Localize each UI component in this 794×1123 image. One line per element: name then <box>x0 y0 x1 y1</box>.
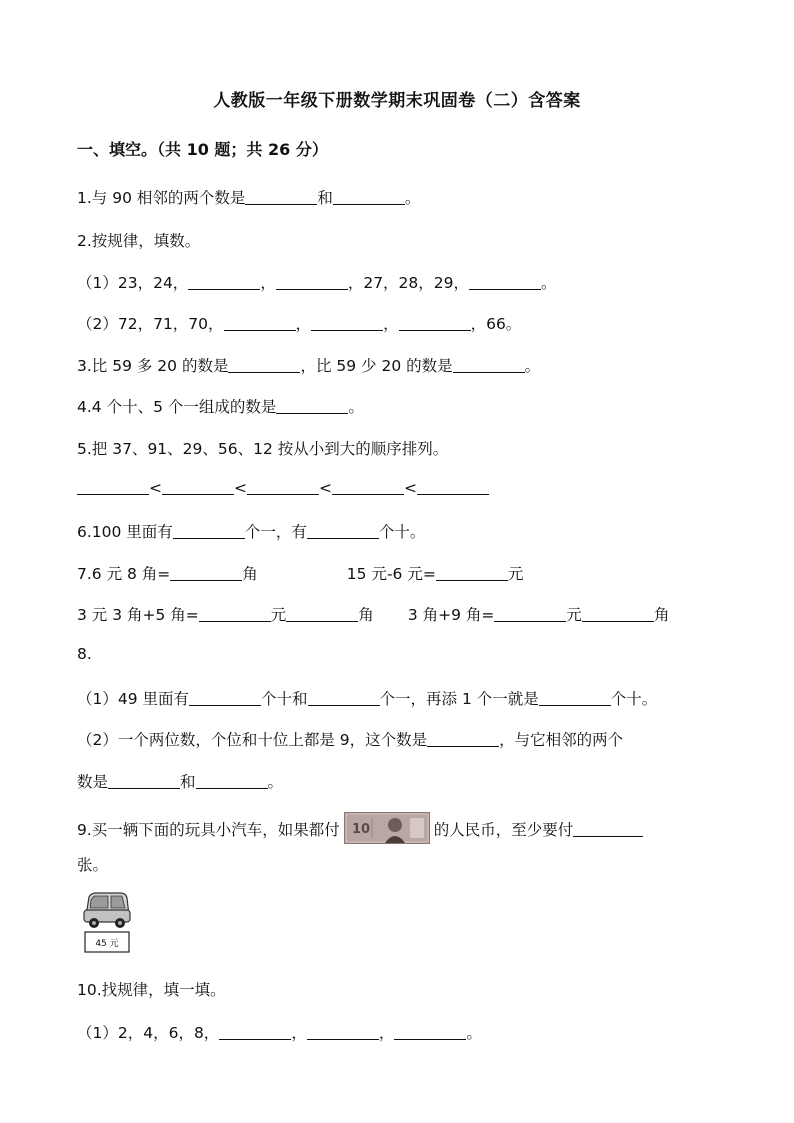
question-4: 4.4 个十、5 个一组成的数是 。 <box>77 398 364 416</box>
question-2-part-1: （1）23，24， ， ，27，28，29， 。 <box>77 274 557 292</box>
answer-blank[interactable] <box>573 822 643 837</box>
answer-blank[interactable] <box>170 566 242 581</box>
answer-blank[interactable] <box>108 774 180 789</box>
answer-blank[interactable] <box>189 691 261 706</box>
answer-blank[interactable] <box>427 732 499 747</box>
answer-blank[interactable] <box>311 316 383 331</box>
answer-blank[interactable] <box>188 275 260 290</box>
answer-blank[interactable] <box>582 607 654 622</box>
question-8-part-2: （2）一个两位数，个位和十位上都是 9，这个数是 ，与它相邻的两个 <box>77 731 624 749</box>
price-tag: 45 元 <box>95 939 119 949</box>
answer-blank[interactable] <box>276 399 348 414</box>
question-8-part-3: 数是 和 。 <box>77 773 284 791</box>
answer-blank[interactable] <box>173 524 245 539</box>
question-9-continued: 张。 <box>77 856 109 874</box>
question-5-order-row: < < < < <box>77 479 489 497</box>
answer-blank[interactable] <box>307 1025 379 1040</box>
answer-blank[interactable] <box>307 524 379 539</box>
section-heading: 一、填空。（共 10 题；共 26 分） <box>77 140 328 159</box>
answer-blank[interactable] <box>224 316 296 331</box>
answer-blank[interactable] <box>453 358 525 373</box>
answer-blank[interactable] <box>332 480 404 495</box>
answer-blank[interactable] <box>276 275 348 290</box>
question-6: 6.100 里面有 个一，有 个十。 <box>77 523 426 541</box>
question-1: 1.与 90 相邻的两个数是 和 。 <box>77 189 421 207</box>
answer-blank[interactable] <box>436 566 508 581</box>
page-title: 人教版一年级下册数学期末巩固卷（二）含答案 <box>213 91 581 111</box>
svg-text:10: 10 <box>351 822 370 837</box>
answer-blank[interactable] <box>469 275 541 290</box>
question-10-part-1: （1）2，4，6，8， ， ， 。 <box>77 1024 482 1042</box>
question-8-part-1: （1）49 里面有 个十和 个一，再添 1 个一就是 个十。 <box>77 690 658 708</box>
answer-blank[interactable] <box>162 480 234 495</box>
answer-blank[interactable] <box>196 774 268 789</box>
answer-blank[interactable] <box>228 358 300 373</box>
question-7-row-2: 3 元 3 角+5 角= 元 角 3 角+9 角= 元 角 <box>77 606 670 624</box>
question-5-stem: 5.把 37、91、29、56、12 按从小到大的顺序排列。 <box>77 440 449 458</box>
answer-blank[interactable] <box>219 1025 291 1040</box>
question-3: 3.比 59 多 20 的数是 ，比 59 少 20 的数是 。 <box>77 357 541 375</box>
answer-blank[interactable] <box>245 190 317 205</box>
question-8-stem: 8. <box>77 645 92 663</box>
question-10-stem: 10.找规律，填一填。 <box>77 981 226 999</box>
question-7-row-1: 7.6 元 8 角= 角 15 元-6 元= 元 <box>77 565 524 583</box>
toy-car-icon <box>80 886 132 956</box>
answer-blank[interactable] <box>394 1025 466 1040</box>
question-9: 9.买一辆下面的玩具小汽车，如果都付 10 的人民币，至少要付 <box>77 812 643 844</box>
question-2-stem: 2.按规律，填数。 <box>77 232 201 250</box>
answer-blank[interactable] <box>494 607 566 622</box>
answer-blank[interactable] <box>247 480 319 495</box>
answer-blank[interactable] <box>399 316 471 331</box>
answer-blank[interactable] <box>308 691 380 706</box>
ten-yuan-banknote-icon <box>344 812 430 844</box>
answer-blank[interactable] <box>199 607 271 622</box>
answer-blank[interactable] <box>333 190 405 205</box>
answer-blank[interactable] <box>417 480 489 495</box>
answer-blank[interactable] <box>539 691 611 706</box>
answer-blank[interactable] <box>286 607 358 622</box>
answer-blank[interactable] <box>77 480 149 495</box>
question-2-part-2: （2）72，71，70， ， ， ，66。 <box>77 315 522 333</box>
